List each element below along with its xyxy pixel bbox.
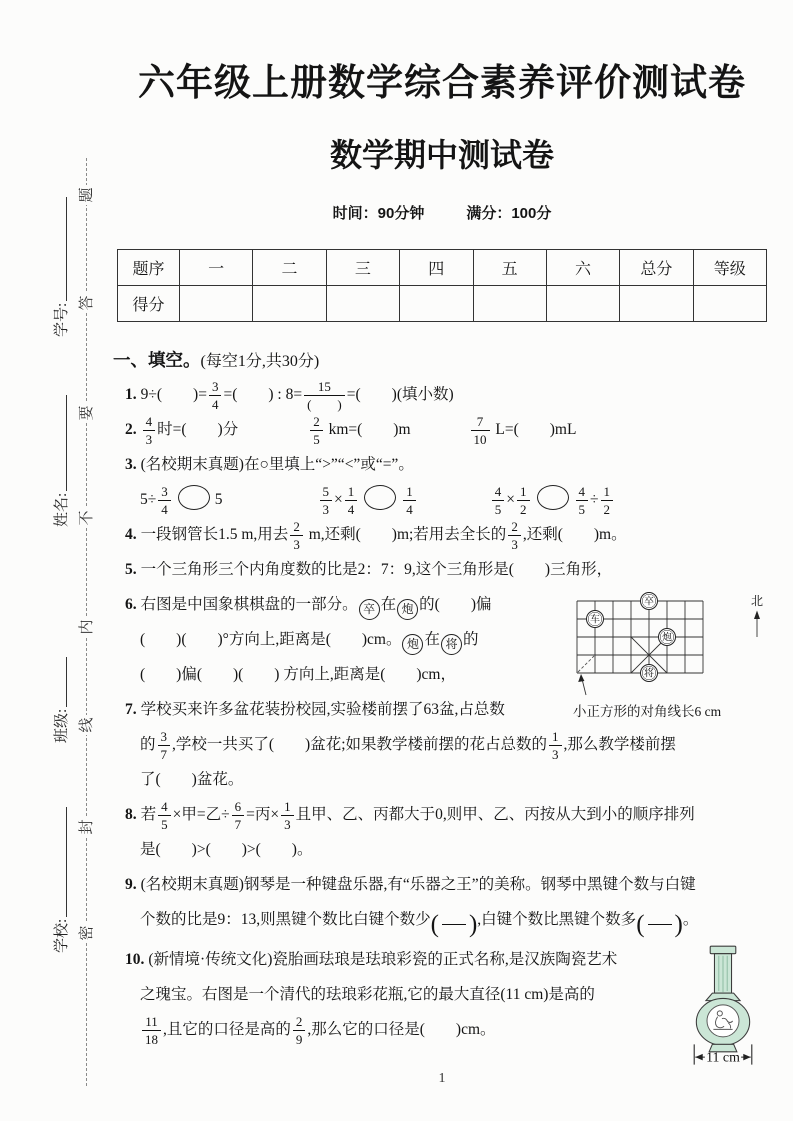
paper-content bbox=[113, 0, 771, 1087]
question-text: ×甲=乙÷ bbox=[172, 806, 230, 823]
fraction: $\frac{4}{3}$ bbox=[143, 414, 156, 446]
class-field bbox=[52, 641, 72, 743]
question-text: ,白键个数比黑键个数多 bbox=[477, 911, 637, 928]
chess-board-figure bbox=[573, 591, 771, 719]
score-cell bbox=[253, 286, 326, 322]
score-row-label: 得分 bbox=[118, 286, 180, 322]
question-text: 右图是中国象棋棋盘的一部分。 bbox=[140, 596, 358, 613]
spacer bbox=[411, 433, 469, 434]
score-cell bbox=[620, 286, 693, 322]
question-text: 。 bbox=[682, 911, 699, 928]
score-cell bbox=[180, 286, 253, 322]
question-text: × bbox=[334, 491, 343, 508]
seal-char: 不 bbox=[77, 508, 97, 528]
question-text: 5 bbox=[214, 491, 223, 508]
score-table-score-row bbox=[118, 286, 767, 322]
question-text: 9÷( )= bbox=[140, 386, 207, 403]
question-item bbox=[125, 517, 771, 552]
fraction: $\frac{2}{3}$ bbox=[508, 519, 521, 551]
section-heading bbox=[113, 347, 771, 372]
question-text: (名校期末真题)在○里填上“>”“<”或“=”。 bbox=[140, 456, 414, 473]
exam-full-score: 满分：100分 bbox=[466, 205, 552, 222]
header-cell: 等级 bbox=[693, 250, 766, 286]
question-item bbox=[125, 942, 771, 1065]
vase-illustration bbox=[675, 944, 771, 1070]
vase-lip bbox=[710, 946, 736, 953]
question-text: =丙× bbox=[246, 806, 280, 823]
question-number: 1. bbox=[125, 386, 137, 403]
student-id-blank bbox=[53, 197, 67, 301]
small-square-diagonal bbox=[578, 656, 594, 672]
student-id-field bbox=[52, 179, 72, 337]
question-number: 2. bbox=[125, 421, 137, 438]
fraction: $\frac{1}{2}$ bbox=[601, 484, 614, 516]
chess-piece-inline: 炮 bbox=[397, 599, 418, 620]
compare-circle bbox=[178, 485, 210, 510]
fraction: $\frac{7}{10}$ bbox=[471, 414, 490, 446]
question-text: 的 bbox=[463, 631, 479, 648]
seal-char: 内 bbox=[77, 617, 97, 637]
fraction: $\frac{11}{18}$ bbox=[142, 1014, 161, 1046]
svg-text:车: 车 bbox=[590, 614, 600, 626]
fraction: $\frac{3}{4}$ bbox=[209, 379, 222, 411]
question-text: 一个三角形三个内角度数的比是2：7：9,这个三角形是( )三角形， bbox=[140, 561, 613, 578]
fraction-blank: ( ) bbox=[636, 910, 683, 938]
name-label: 姓名: bbox=[54, 492, 70, 527]
section-title: 一、填空。 bbox=[113, 350, 201, 370]
question-text: 学校买来许多盆花装扮校园,实验楼前摆了63盆,占总数 bbox=[140, 701, 505, 718]
spacer bbox=[223, 503, 318, 504]
fraction: $\frac{1}{3}$ bbox=[549, 729, 562, 761]
question-text: ( )偏( )( ) 方向上,距离是( )cm， bbox=[140, 666, 456, 683]
seal-char: 要 bbox=[77, 403, 97, 423]
chess-figure-caption: 小正方形的对角线长6 cm bbox=[573, 704, 722, 719]
vase-medallion bbox=[707, 1005, 739, 1037]
fraction: $\frac{4}{5}$ bbox=[576, 484, 589, 516]
fraction: $\frac{1}{3}$ bbox=[281, 799, 294, 831]
question-number: 3. bbox=[125, 456, 137, 473]
question-number: 8. bbox=[125, 806, 137, 823]
fraction: $\frac{1}{4}$ bbox=[403, 484, 416, 516]
question-text: 的( )偏 bbox=[419, 596, 492, 613]
school-blank bbox=[53, 807, 67, 917]
question-text: ,且它的口径是高的 bbox=[163, 1020, 291, 1038]
north-label: 北 bbox=[750, 594, 764, 608]
header-cell: 三 bbox=[326, 250, 399, 286]
seal-char: 答 bbox=[77, 293, 97, 313]
score-cell bbox=[400, 286, 473, 322]
fraction-blank: ( ) bbox=[430, 910, 478, 938]
chess-piece-cannon bbox=[659, 629, 676, 646]
chess-piece-inline: 将 bbox=[441, 634, 462, 655]
question-text: ( )( )°方向上,距离是( )cm。 bbox=[140, 631, 402, 648]
spacer bbox=[418, 503, 490, 504]
header-cell: 二 bbox=[253, 250, 326, 286]
chess-piece-inline: 卒 bbox=[359, 599, 380, 620]
header-cell: 五 bbox=[473, 250, 546, 286]
chess-piece-general bbox=[641, 665, 658, 682]
questions-list bbox=[113, 377, 771, 1065]
header-cell: 四 bbox=[400, 250, 473, 286]
question-text: 之瑰宝。右图是一个清代的珐琅彩花瓶,它的最大直径(11 cm)是高的 bbox=[140, 985, 595, 1003]
class-label: 班级: bbox=[54, 708, 70, 743]
vase-diameter-label: 11 cm bbox=[706, 1049, 740, 1065]
question-text: 且甲、乙、丙都大于0,则甲、乙、丙按从大到小的顺序排列 bbox=[295, 806, 695, 823]
question-item bbox=[125, 552, 771, 587]
header-cell: 一 bbox=[180, 250, 253, 286]
compare-circle bbox=[537, 485, 569, 510]
school-field bbox=[52, 787, 72, 953]
exam-meta bbox=[113, 202, 771, 223]
page-number: 1 bbox=[438, 1070, 446, 1086]
seal-char: 封 bbox=[77, 817, 97, 837]
seal-char: 线 bbox=[77, 715, 97, 735]
fraction: $\frac{2}{9}$ bbox=[293, 1014, 306, 1046]
svg-text:卒: 卒 bbox=[644, 596, 654, 608]
exam-time: 时间：90分钟 bbox=[332, 205, 425, 222]
chess-board-diagram bbox=[573, 591, 769, 705]
fraction: $\frac{2}{5}$ bbox=[310, 414, 323, 446]
question-number: 10. bbox=[125, 950, 145, 968]
question-text: 时=( )分 bbox=[157, 421, 239, 438]
header-cell: 六 bbox=[546, 250, 619, 286]
paper-subtitle: 数学期中测试卷 bbox=[329, 137, 554, 173]
question-text: 若 bbox=[140, 806, 157, 823]
question-item bbox=[125, 867, 771, 942]
school-label: 学校: bbox=[54, 918, 70, 953]
question-text: ,学校一共买了( )盆花;如果教学楼前摆的花占总数的 bbox=[172, 736, 548, 753]
question-text: 了( )盆花。 bbox=[140, 771, 244, 788]
chess-piece-inline: 炮 bbox=[402, 634, 423, 655]
question-item bbox=[125, 377, 771, 412]
fraction: $\frac{1}{4}$ bbox=[345, 484, 358, 516]
question-text: 是( )>( )>( )。 bbox=[140, 841, 313, 858]
seal-char: 题 bbox=[77, 185, 97, 205]
question-text: 一段钢管长1.5 m,用去 bbox=[140, 526, 289, 543]
section-points-note: (每空1分,共30分) bbox=[200, 353, 320, 370]
header-cell: 题序 bbox=[118, 250, 180, 286]
question-text: =( )(填小数) bbox=[346, 386, 454, 403]
vase-figure bbox=[675, 944, 771, 1071]
question-text: km=( )m bbox=[324, 421, 411, 438]
question-item bbox=[125, 412, 771, 447]
score-cell bbox=[473, 286, 546, 322]
svg-text:炮: 炮 bbox=[662, 632, 672, 644]
class-blank bbox=[53, 657, 67, 707]
fraction: $\frac{4}{5}$ bbox=[492, 484, 505, 516]
header-cell: 总分 bbox=[620, 250, 693, 286]
score-table-header-row bbox=[118, 250, 767, 286]
page-title: 六年级上册数学综合素养评价测试卷 bbox=[138, 62, 746, 103]
score-cell bbox=[693, 286, 766, 322]
question-text: =( ) : 8= bbox=[223, 386, 303, 403]
spacer bbox=[238, 433, 308, 434]
question-text: (名校期末真题)钢琴是一种键盘乐器,有“乐器之王”的美称。钢琴中黑键个数与白键 bbox=[140, 876, 696, 893]
fraction: $\frac{6}{7}$ bbox=[232, 799, 245, 831]
question-text: (新情境·传统文化)瓷胎画珐琅是珐琅彩瓷的正式名称,是汉族陶瓷艺术 bbox=[148, 950, 618, 968]
chess-piece-soldier bbox=[641, 593, 658, 610]
question-text: ,那么它的口径是( )cm。 bbox=[307, 1020, 496, 1038]
question-text: 在 bbox=[424, 631, 440, 648]
score-cell bbox=[546, 286, 619, 322]
score-cell bbox=[326, 286, 399, 322]
question-text: ÷ bbox=[590, 491, 599, 508]
question-text: m,还剩( )m;若用去全长的 bbox=[304, 526, 507, 543]
question-text: ,还剩( )m。 bbox=[522, 526, 627, 543]
question-text: 个数的比是9：13,则黑键个数比白键个数少 bbox=[140, 911, 431, 928]
question-text: 5÷ bbox=[140, 491, 157, 508]
fraction: $\frac{15}{( )}$ bbox=[304, 379, 345, 411]
question-text: L=( )mL bbox=[491, 421, 577, 438]
question-number: 4. bbox=[125, 526, 137, 543]
compare-circle bbox=[364, 485, 396, 510]
fraction: $\frac{1}{2}$ bbox=[517, 484, 530, 516]
question-number: 5. bbox=[125, 561, 137, 578]
name-field bbox=[52, 377, 72, 527]
question-text: 的 bbox=[140, 736, 156, 753]
seal-char: 密 bbox=[77, 923, 97, 943]
fraction: $\frac{4}{5}$ bbox=[158, 799, 171, 831]
question-number: 7. bbox=[125, 701, 137, 718]
question-number: 6. bbox=[125, 596, 137, 613]
question-item bbox=[125, 797, 771, 867]
question-number: 9. bbox=[125, 876, 137, 893]
fraction: $\frac{3}{4}$ bbox=[158, 484, 171, 516]
question-text: 在 bbox=[380, 596, 397, 613]
question-text: ,那么教学楼前摆 bbox=[563, 736, 676, 753]
svg-text:将: 将 bbox=[644, 668, 654, 680]
name-blank bbox=[53, 395, 67, 491]
question-text: × bbox=[506, 491, 516, 508]
student-id-label: 学号: bbox=[54, 302, 70, 337]
fraction: $\frac{5}{3}$ bbox=[320, 484, 333, 516]
fraction: $\frac{3}{7}$ bbox=[158, 729, 171, 761]
score-table bbox=[117, 249, 767, 322]
fraction: $\frac{2}{3}$ bbox=[290, 519, 303, 551]
question-item bbox=[125, 447, 771, 517]
chess-piece-chariot bbox=[587, 611, 604, 628]
seal-dashed-line bbox=[79, 158, 95, 1086]
